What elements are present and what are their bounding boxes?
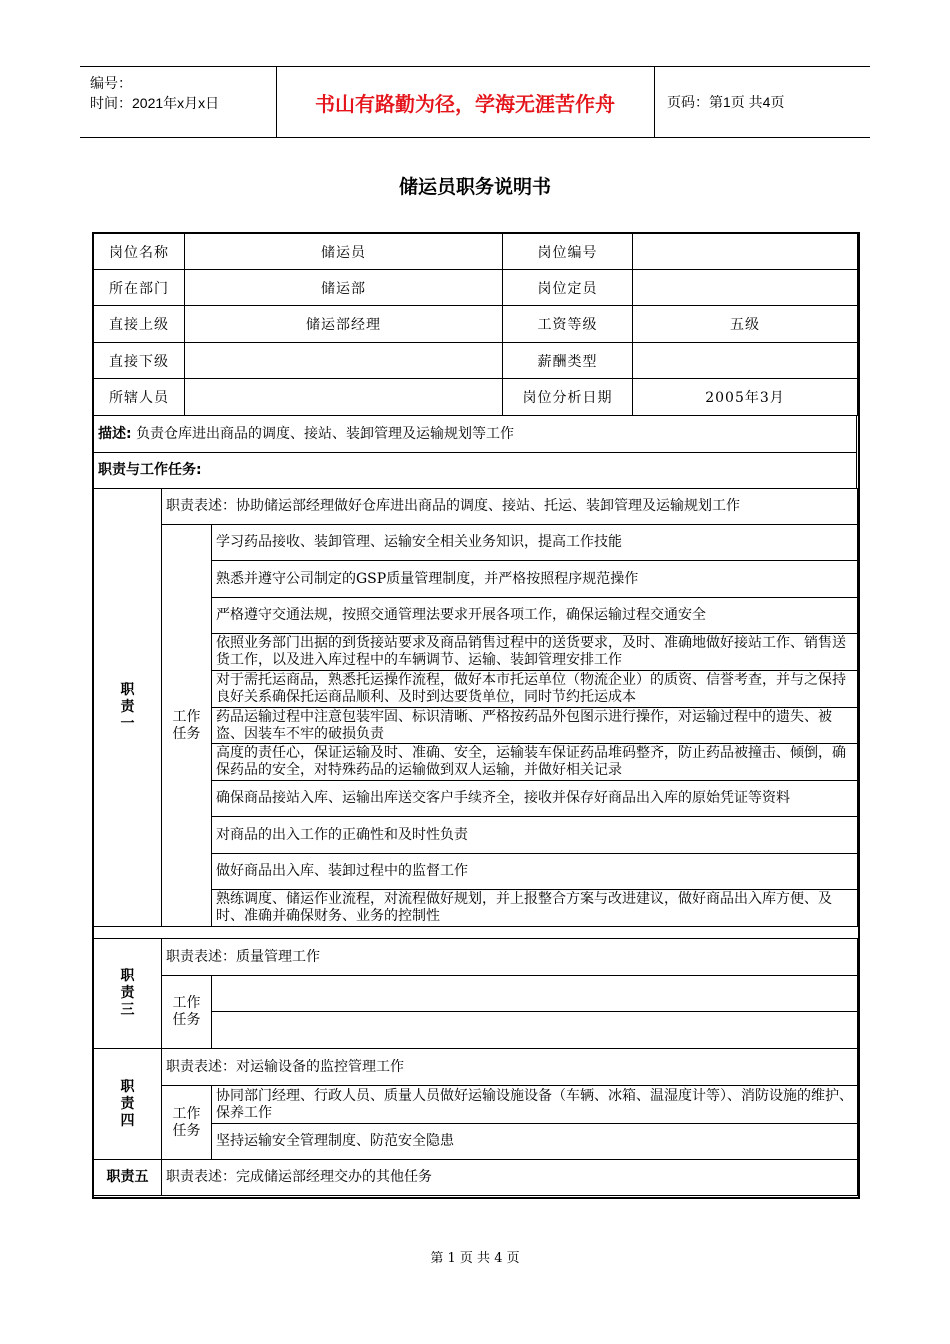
info-value: 储运部经理 <box>185 306 503 343</box>
motto: 书山有路勤为径，学海无涯苦作舟 <box>276 67 655 137</box>
info-value <box>185 343 503 379</box>
task-item: 坚持运输安全管理制度、防范安全隐患 <box>212 1124 858 1160</box>
info-key: 薪酬类型 <box>503 343 633 379</box>
duty-5-label: 职责五 <box>94 1160 162 1196</box>
task-item: 熟练调度、储运作业流程，对流程做好规划，并上报整合方案与改进建议，做好商品出入库方便、及时、准确并确保财务、业务的控制性 <box>212 890 858 927</box>
task-item: 对于需托运商品，熟悉托运操作流程，做好本市托运单位（物流企业）的质资、信誉考查，并与之保持良好关系确保托运商品顺利、及时到达要货单位，同时节约托运成本 <box>212 671 858 708</box>
info-value <box>633 343 858 379</box>
info-row <box>94 234 858 270</box>
page-footer: 第 1 页 共 4 页 <box>430 1251 520 1266</box>
info-value: 储运员 <box>185 234 503 270</box>
duty-4-task-label: 工作任务 <box>162 1086 212 1160</box>
task-item: 协同部门经理、行政人员、质量人员做好运输设施设备（车辆、冰箱、温湿度计等）、消防设施的维护、保养工作 <box>212 1086 858 1124</box>
info-key: 岗位定员 <box>503 270 633 306</box>
task-item: 对商品的出入工作的正确性和及时性负责 <box>212 817 858 854</box>
duty-3-table <box>93 938 858 1049</box>
info-row <box>94 270 858 306</box>
task-item: 高度的责任心，保证运输及时、准确、安全，运输装车保证药品堆码整齐，防止药品被撞击、倾倒，确保药品的安全，对特殊药品的运输做到双人运输，并做好相关记录 <box>212 744 858 781</box>
info-row <box>94 379 858 416</box>
duty-4-statement: 职责表述：对运输设备的监控管理工作 <box>162 1049 858 1086</box>
page-info: 页码：第1页 共4页 <box>667 94 785 110</box>
info-key: 岗位分析日期 <box>503 379 633 416</box>
description-cell <box>94 416 857 453</box>
position-info-table <box>93 233 858 416</box>
info-row <box>94 343 858 379</box>
duty-1-table <box>93 488 858 927</box>
info-value <box>633 234 858 270</box>
task-item: 严格遵守交通法规，按照交通管理法要求开展各项工作，确保运输过程交通安全 <box>212 598 858 634</box>
duty-5-table <box>93 1159 858 1196</box>
task-item: 学习药品接收、装卸管理、运输安全相关业务知识，提高工作技能 <box>212 525 858 561</box>
info-key: 所辖人员 <box>94 379 185 416</box>
header-meta-cell <box>80 67 277 137</box>
info-key: 工资等级 <box>503 306 633 343</box>
description-label: 描述: <box>98 425 132 442</box>
info-key: 所在部门 <box>94 270 185 306</box>
info-key: 直接下级 <box>94 343 185 379</box>
duty-1-label: 职责一 <box>94 489 162 927</box>
info-value: 储运部 <box>185 270 503 306</box>
duty-3-label: 职责三 <box>94 939 162 1049</box>
task-item: 熟悉并遵守公司制定的GSP质量管理制度，并严格按照程序规范操作 <box>212 561 858 598</box>
task-item <box>212 976 858 1012</box>
duty-1-task-label: 工作任务 <box>162 525 212 927</box>
duty-3-task-label: 工作任务 <box>162 976 212 1049</box>
task-item: 确保商品接站入库、运输出库送交客户手续齐全，接收并保存好商品出入库的原始凭证等资料 <box>212 781 858 817</box>
duty-4-label: 职责四 <box>94 1049 162 1160</box>
time-label: 时间：2021年x月x日 <box>90 95 220 111</box>
task-item: 依照业务部门出据的到货接站要求及商品销售过程中的送货要求，及时、准确地做好接站工作、销售送货工作，以及进入库过程中的车辆调节、运输、装卸管理安排工作 <box>212 634 858 671</box>
duty-1-statement: 职责表述：协助储运部经理做好仓库进出商品的调度、接站、托运、装卸管理及运输规划工作 <box>162 489 858 525</box>
description-text: 负责仓库进出商品的调度、接站、装卸管理及运输规划等工作 <box>136 425 515 442</box>
task-item: 做好商品出入库、装卸过程中的监督工作 <box>212 854 858 890</box>
duty-3-statement: 职责表述：质量管理工作 <box>162 939 858 976</box>
info-value <box>185 379 503 416</box>
info-value: 2005年3月 <box>633 379 858 416</box>
info-value <box>633 270 858 306</box>
duty-4-table <box>93 1048 858 1160</box>
info-key: 岗位名称 <box>94 234 185 270</box>
duties-heading: 职责与工作任务: <box>94 453 857 489</box>
page-title: 储运员职务说明书 <box>398 176 551 198</box>
number-label: 编号： <box>90 75 132 91</box>
info-row <box>94 306 858 343</box>
task-item: 药品运输过程中注意包装牢固、标识清晰、严格按药品外包图示进行操作，对运输过程中的遗失、被盗、因装车不牢的破损负责 <box>212 708 858 744</box>
info-key: 岗位编号 <box>503 234 633 270</box>
task-item <box>212 1012 858 1049</box>
info-key: 直接上级 <box>94 306 185 343</box>
description-table <box>93 415 857 489</box>
document-header <box>80 66 870 138</box>
duty-5-statement: 职责表述：完成储运部经理交办的其他任务 <box>162 1160 858 1196</box>
info-value: 五级 <box>633 306 858 343</box>
